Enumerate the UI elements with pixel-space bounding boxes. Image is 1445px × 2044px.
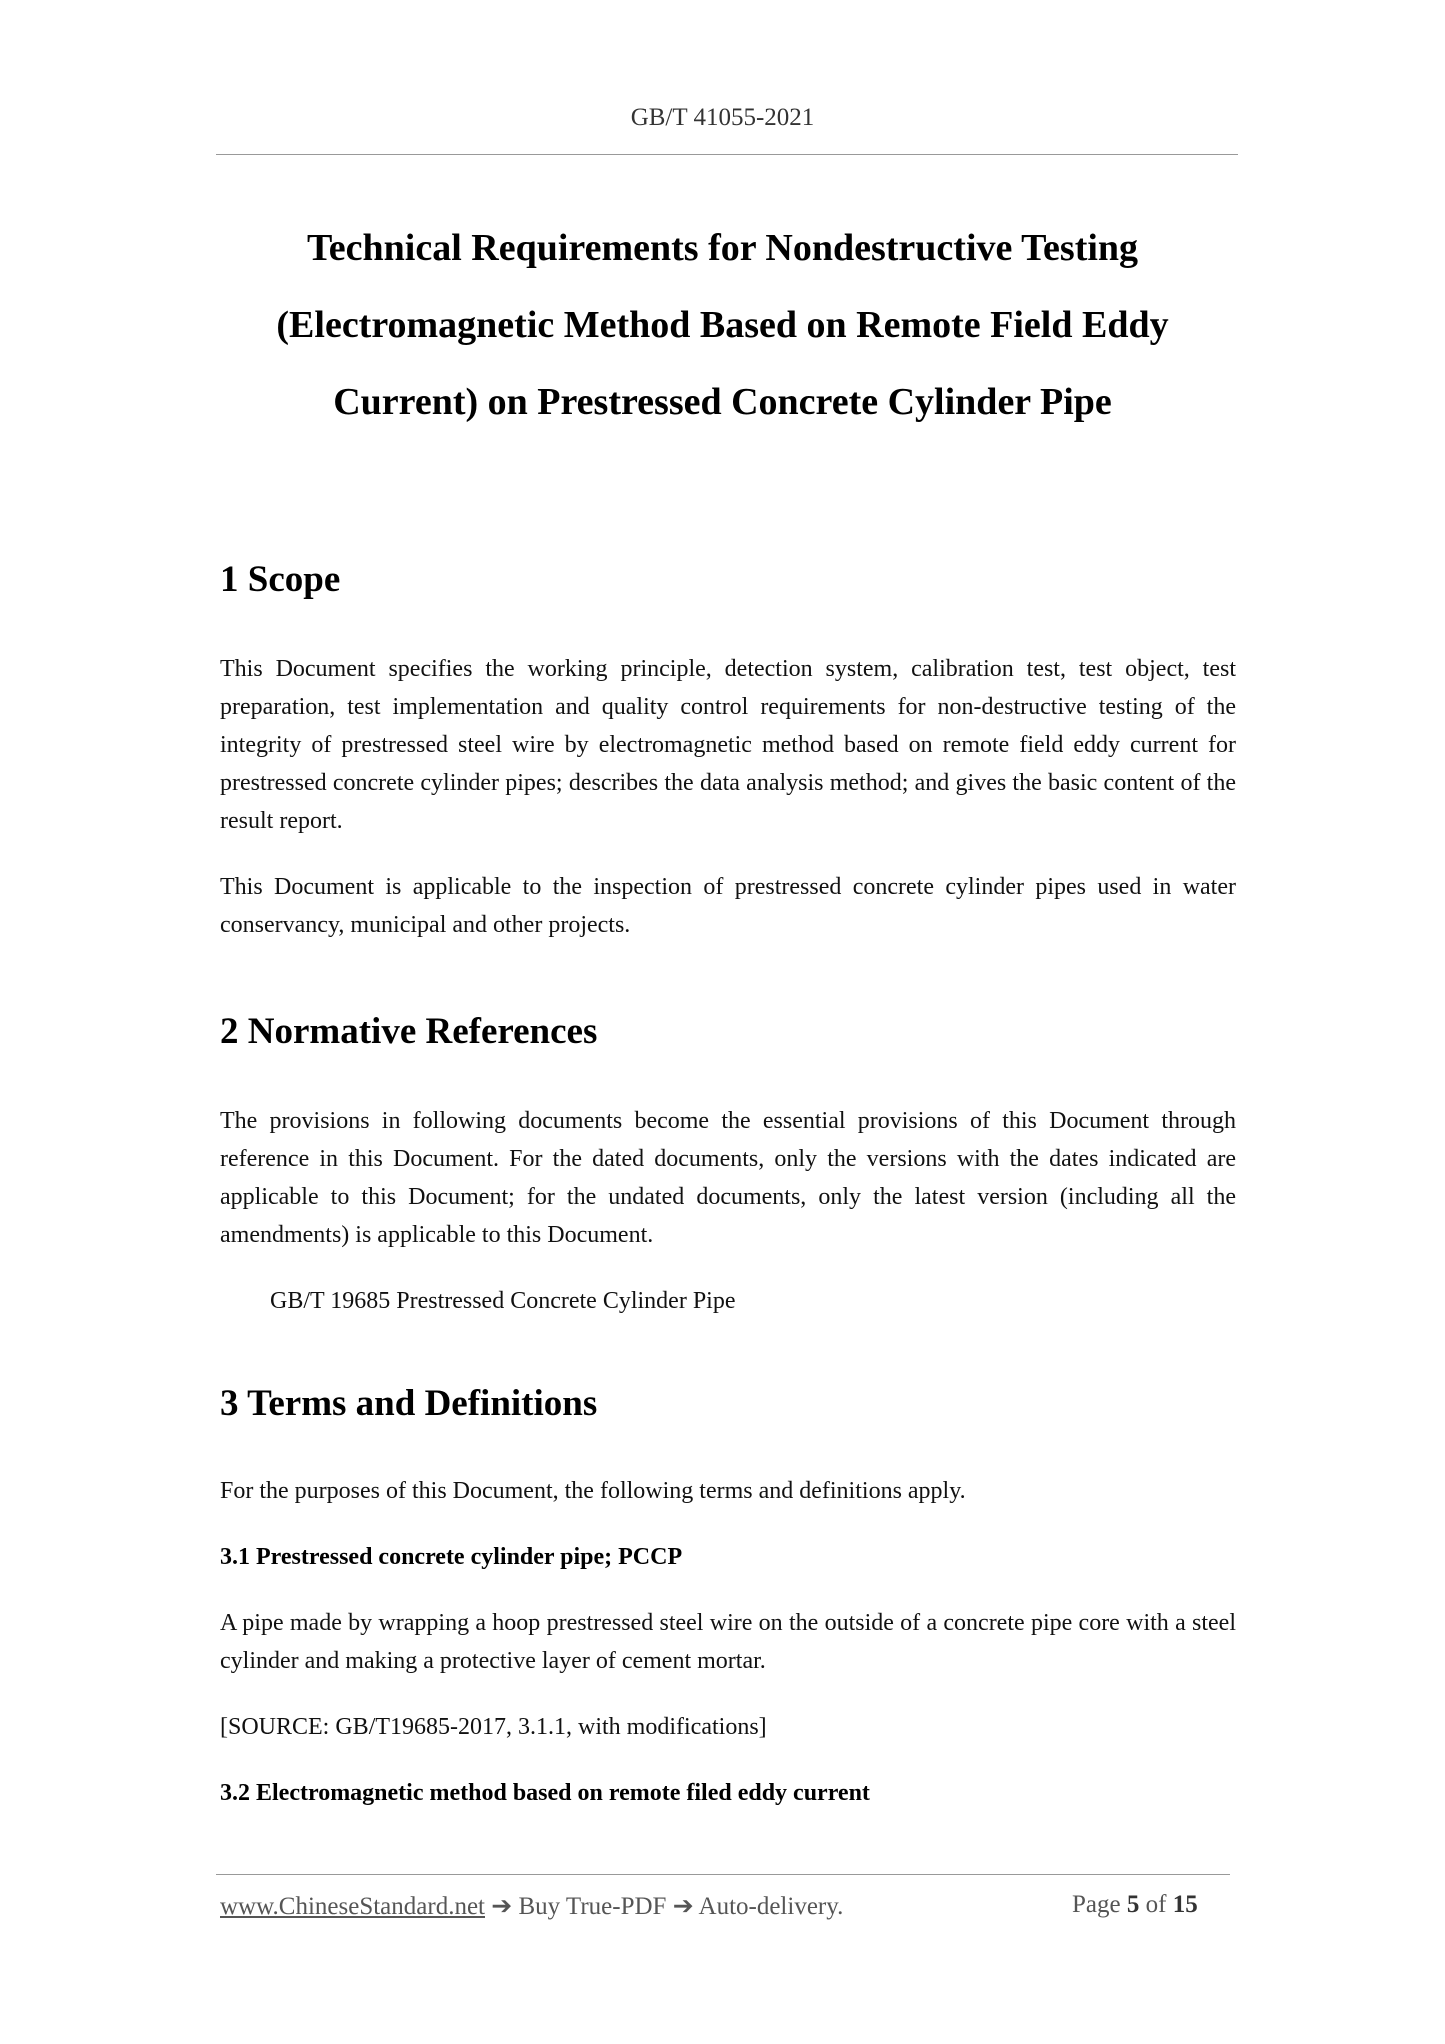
document-code-header: GB/T 41055-2021 <box>630 104 815 131</box>
scope-paragraph-1: This Document specifies the working principle, detection system, calibration test, test object, test preparation, test implementation and quality control requirements for non-destructive testing of the integrity of prestressed steel wire by electromagnetic method based on remote field eddy current for prestressed concrete cylinder pipes; describes the data analysis method; and gives the basic content of the result report. <box>220 656 1236 834</box>
section-heading-normative-references: 2 Normative References <box>220 1011 598 1052</box>
term-heading-3-2: 3.2 Electromagnetic method based on remote filed eddy current <box>220 1780 870 1806</box>
header-divider <box>216 154 1238 155</box>
section-heading-terms: 3 Terms and Definitions <box>220 1383 598 1424</box>
section-heading-scope: 1 Scope <box>220 559 341 600</box>
normative-reference-item: GB/T 19685 Prestressed Concrete Cylinder Pipe <box>270 1288 736 1314</box>
document-body <box>220 548 1236 1840</box>
footer-divider <box>216 1874 1230 1875</box>
title-line-2: (Electromagnetic Method Based on Remote Field Eddy <box>276 304 1169 346</box>
page-total: 15 <box>1172 1891 1198 1918</box>
site-link[interactable]: www.ChineseStandard.net <box>220 1893 485 1920</box>
of-label: of <box>1145 1891 1167 1918</box>
page-indicator <box>1072 1891 1198 1919</box>
buy-true-pdf-text: Buy True-PDF <box>518 1893 667 1920</box>
auto-delivery-text: Auto-delivery. <box>698 1893 844 1920</box>
terms-intro: For the purposes of this Document, the following terms and definitions apply. <box>220 1478 966 1504</box>
arrow-right-icon: ➔ <box>672 1893 694 1920</box>
title-line-3: Current) on Prestressed Concrete Cylinder Pipe <box>333 381 1112 423</box>
arrow-right-icon: ➔ <box>491 1893 513 1920</box>
term-definition-3-1: A pipe made by wrapping a hoop prestressed steel wire on the outside of a concrete pipe core with a steel cylinder and making a protective layer of cement mortar. <box>220 1610 1236 1674</box>
page-current: 5 <box>1126 1891 1140 1918</box>
title-line-1: Technical Requirements for Nondestructive Testing <box>306 227 1139 269</box>
term-heading-3-1: 3.1 Prestressed concrete cylinder pipe; PCCP <box>220 1544 683 1570</box>
normative-paragraph: The provisions in following documents become the essential provisions of this Document through reference in this Document. For the dated documents, only the versions with the dates indicated are applicable to this Document; for the undated documents, only the latest version (including all the amendments) is applicable to this Document. <box>220 1108 1236 1248</box>
term-source-3-1: [SOURCE: GB/T19685-2017, 3.1.1, with modifications] <box>220 1714 767 1740</box>
footer-links <box>220 1891 843 1921</box>
document-title <box>180 210 1265 441</box>
page-label: Page <box>1072 1891 1121 1918</box>
scope-paragraph-2: This Document is applicable to the inspection of prestressed concrete cylinder pipes used in water conservancy, municipal and other projects. <box>220 874 1236 938</box>
